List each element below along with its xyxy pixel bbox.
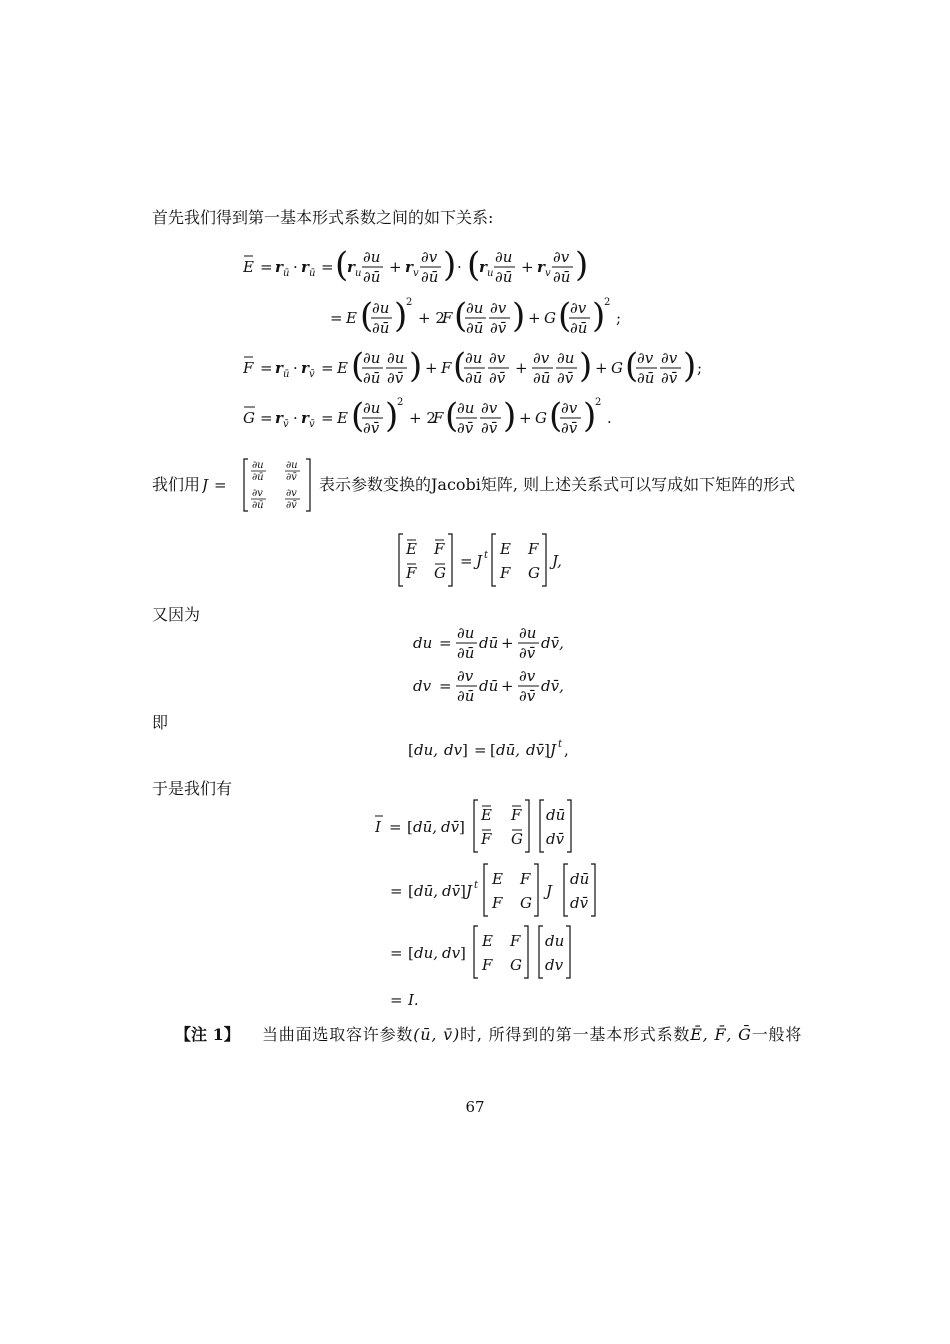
jacobi-matrix — [202, 456, 317, 514]
svg-text:): ) — [575, 245, 589, 285]
svg-text:∂ū: ∂ū — [457, 687, 475, 705]
svg-text:dū: dū — [546, 806, 566, 824]
svg-text:∂v̄: ∂v̄ — [481, 419, 498, 437]
note-text-2: 时, 所得到的第一基本形式系数 — [460, 1025, 691, 1044]
svg-text:t: t — [484, 550, 489, 561]
equation-I2 — [390, 860, 610, 920]
svg-text:du: du — [413, 634, 433, 652]
svg-text:∂u: ∂u — [557, 349, 575, 367]
svg-text:I: I — [375, 818, 381, 836]
svg-text:∂v̄: ∂v̄ — [519, 687, 536, 705]
svg-text:∂ū: ∂ū — [533, 369, 551, 387]
svg-text:∂u: ∂u — [519, 624, 537, 642]
svg-text:r: r — [347, 258, 355, 276]
svg-text:∂ū: ∂ū — [252, 500, 264, 511]
svg-text:∂v̄: ∂v̄ — [490, 319, 507, 337]
svg-text:E: E — [337, 409, 348, 427]
svg-text:∂v: ∂v — [553, 248, 570, 266]
svg-text:=: = — [474, 741, 487, 759]
svg-text:∂u: ∂u — [363, 399, 381, 417]
svg-text:]: ] — [460, 944, 466, 962]
svg-text:G: G — [243, 409, 255, 427]
svg-text:r: r — [301, 258, 309, 276]
svg-text:∂u: ∂u — [465, 349, 483, 367]
svg-text:=: = — [214, 476, 227, 494]
svg-text:[: [ — [490, 741, 496, 759]
svg-text:[: [ — [408, 741, 414, 759]
jacobi-text-after: 表示参数变换的Jacobi矩阵, 则上述关系式可以写成如下矩阵的形式 — [319, 475, 796, 494]
svg-text:r: r — [537, 258, 545, 276]
svg-text:[: [ — [408, 944, 414, 962]
svg-text:dv̄,: dv̄, — [541, 634, 564, 652]
svg-text:E: E — [482, 932, 493, 950]
svg-text:dū: dū — [479, 677, 499, 695]
svg-text:,: , — [564, 741, 569, 759]
svg-text:dv̄,: dv̄, — [541, 677, 564, 695]
svg-text:dv̄: dv̄ — [526, 741, 545, 759]
svg-text:F: F — [528, 540, 539, 558]
svg-text:du,: du, — [414, 944, 439, 962]
svg-text:∂v̄: ∂v̄ — [363, 419, 380, 437]
svg-text:∂ū: ∂ū — [466, 319, 484, 337]
svg-text:F: F — [481, 830, 492, 848]
svg-text:F: F — [441, 359, 452, 377]
svg-text:): ) — [512, 296, 526, 336]
svg-text:∂ū: ∂ū — [465, 369, 483, 387]
svg-text:∂v̄: ∂v̄ — [561, 419, 578, 437]
svg-text:·: · — [293, 409, 298, 427]
svg-text:∂u: ∂u — [252, 460, 264, 471]
svg-text:dv̄: dv̄ — [442, 882, 461, 900]
svg-text:∂u: ∂u — [466, 299, 484, 317]
note-coeffs: Ē, F̄, Ḡ — [690, 1025, 752, 1044]
svg-text:=: = — [260, 258, 273, 276]
svg-text:∂v: ∂v — [561, 399, 578, 417]
svg-text:r: r — [275, 359, 283, 377]
equation-dv — [413, 663, 583, 709]
svg-text:G: G — [528, 564, 540, 582]
svg-text:F: F — [492, 894, 503, 912]
note-params: (ū, v̄) — [413, 1025, 461, 1044]
svg-text:E: E — [481, 806, 492, 824]
svg-text:I.: I. — [408, 991, 419, 1009]
svg-text:G: G — [510, 956, 522, 974]
svg-text:dv̄: dv̄ — [570, 894, 589, 912]
svg-text:;: ; — [697, 359, 703, 377]
svg-text:E: E — [346, 309, 357, 327]
svg-text:E: E — [500, 540, 511, 558]
svg-text:F: F — [482, 956, 493, 974]
svg-text:2: 2 — [397, 397, 404, 408]
svg-text:·: · — [293, 258, 298, 276]
note-text-1: 当曲面选取容许参数 — [262, 1025, 414, 1044]
svg-text:=: = — [390, 882, 403, 900]
svg-text:): ) — [579, 346, 593, 386]
svg-text:r: r — [301, 409, 309, 427]
svg-text:G: G — [611, 359, 623, 377]
svg-text:v̄: v̄ — [283, 419, 289, 430]
svg-text:∂v: ∂v — [533, 349, 550, 367]
because-text: 又因为 — [152, 605, 201, 624]
svg-text:=: = — [439, 634, 452, 652]
equation-du — [413, 620, 583, 666]
svg-text:∂v: ∂v — [286, 488, 297, 499]
svg-text:E: E — [243, 258, 254, 276]
svg-text:E: E — [406, 540, 417, 558]
svg-text:G: G — [544, 309, 556, 327]
svg-text:∂ū: ∂ū — [372, 319, 390, 337]
svg-text:dv: dv — [442, 944, 461, 962]
svg-text:dū,: dū, — [496, 741, 521, 759]
svg-text:dv̄: dv̄ — [441, 818, 460, 836]
svg-text:(: ( — [351, 346, 365, 386]
note-label: 【注 1】 — [175, 1025, 240, 1044]
svg-text:∂v: ∂v — [489, 349, 506, 367]
svg-text:u: u — [487, 268, 494, 279]
svg-text:dū,: dū, — [413, 818, 438, 836]
svg-text:(: ( — [454, 296, 468, 336]
svg-text:G: G — [511, 830, 523, 848]
svg-text:∂v: ∂v — [457, 667, 474, 685]
svg-text:∂u: ∂u — [457, 624, 475, 642]
svg-text:∂v̄: ∂v̄ — [457, 419, 474, 437]
equation-f-bar — [243, 343, 743, 391]
svg-text:]: ] — [460, 882, 466, 900]
svg-text:∂ū: ∂ū — [570, 319, 588, 337]
svg-text:dū,: dū, — [414, 882, 439, 900]
svg-text:(: ( — [625, 346, 639, 386]
svg-text:=: = — [390, 944, 403, 962]
equation-g-bar — [243, 393, 663, 443]
equation-row-vector — [408, 737, 588, 763]
svg-text:G: G — [520, 894, 532, 912]
svg-text:∂v: ∂v — [637, 349, 654, 367]
svg-text:∂u: ∂u — [286, 460, 298, 471]
svg-text:∂v: ∂v — [570, 299, 587, 317]
svg-text:J: J — [202, 476, 209, 494]
matrix-relation-equation — [398, 530, 598, 590]
svg-text:2: 2 — [604, 297, 611, 308]
svg-text:=: = — [460, 552, 473, 570]
svg-text:(: ( — [335, 245, 349, 285]
svg-text:): ) — [592, 296, 606, 336]
equation-I1 — [375, 796, 585, 856]
svg-text:F: F — [243, 359, 254, 377]
svg-text:=: = — [260, 359, 273, 377]
svg-text:F: F — [442, 309, 453, 327]
svg-text:J: J — [546, 882, 553, 900]
note-text-3: 一般将 — [751, 1025, 803, 1044]
svg-text:+: + — [595, 359, 608, 377]
svg-text:∂u: ∂u — [363, 248, 381, 266]
svg-text:=: = — [390, 991, 403, 1009]
svg-text:): ) — [385, 396, 399, 436]
svg-text:=: = — [321, 409, 334, 427]
svg-text:=: = — [260, 409, 273, 427]
svg-text:dv: dv — [444, 741, 463, 759]
svg-text:∂v: ∂v — [481, 399, 498, 417]
svg-text:∂v̄: ∂v̄ — [286, 500, 297, 511]
svg-text:+: + — [501, 677, 514, 695]
svg-text:(: ( — [445, 396, 459, 436]
svg-text:E: E — [337, 359, 348, 377]
svg-text:∂v̄: ∂v̄ — [387, 369, 404, 387]
svg-text:=: = — [389, 818, 402, 836]
svg-text:∂v̄: ∂v̄ — [557, 369, 574, 387]
svg-text:v: v — [413, 268, 419, 279]
svg-text:): ) — [503, 396, 517, 436]
svg-text:∂u: ∂u — [387, 349, 405, 367]
svg-text:r: r — [275, 258, 283, 276]
svg-text:;: ; — [616, 309, 622, 327]
svg-text:v̄: v̄ — [309, 369, 315, 380]
svg-text:∂ū: ∂ū — [637, 369, 655, 387]
svg-text:∂ū: ∂ū — [495, 268, 513, 286]
svg-text:E: E — [492, 870, 503, 888]
svg-text:∂ū: ∂ū — [252, 472, 264, 483]
svg-text:∂u: ∂u — [372, 299, 390, 317]
svg-text:v: v — [545, 268, 551, 279]
so-text: 于是我们有 — [152, 779, 233, 798]
svg-text:+ 2: + 2 — [418, 309, 445, 327]
svg-text:(: ( — [467, 245, 481, 285]
svg-text:∂ū: ∂ū — [363, 268, 381, 286]
svg-text:∂v̄: ∂v̄ — [489, 369, 506, 387]
svg-text:v̄: v̄ — [309, 419, 315, 430]
svg-text:dv: dv — [413, 677, 432, 695]
svg-text:ū: ū — [283, 268, 290, 279]
equation-e-bar-expanded — [330, 293, 660, 341]
equation-I3 — [390, 922, 590, 982]
svg-text:]: ] — [544, 741, 550, 759]
svg-text:du,: du, — [414, 741, 439, 759]
svg-text:): ) — [583, 396, 597, 436]
svg-text:G: G — [535, 409, 547, 427]
intro-paragraph: 首先我们得到第一基本形式系数之间的如下关系: — [152, 208, 494, 227]
svg-text:∂v: ∂v — [252, 488, 263, 499]
svg-text:): ) — [409, 346, 423, 386]
svg-text:F: F — [406, 564, 417, 582]
svg-text:∂v̄: ∂v̄ — [286, 472, 297, 483]
svg-text:(: ( — [351, 396, 365, 436]
svg-text:(: ( — [360, 296, 374, 336]
svg-text:=: = — [321, 258, 334, 276]
note-paragraph — [262, 1024, 802, 1046]
svg-text:(: ( — [453, 346, 467, 386]
svg-text:·: · — [293, 359, 298, 377]
svg-text:t: t — [558, 739, 563, 750]
svg-text:F: F — [520, 870, 531, 888]
svg-text:+: + — [501, 634, 514, 652]
svg-text:dv: dv — [545, 956, 564, 974]
svg-text:+: + — [519, 409, 532, 427]
svg-text:+: + — [389, 258, 402, 276]
svg-text:∂ū: ∂ū — [553, 268, 571, 286]
svg-text:∂v: ∂v — [519, 667, 536, 685]
svg-text:): ) — [394, 296, 408, 336]
svg-text:2: 2 — [406, 297, 413, 308]
svg-text:r: r — [301, 359, 309, 377]
svg-text:∂v: ∂v — [490, 299, 507, 317]
svg-text:du: du — [545, 932, 565, 950]
svg-text:·: · — [457, 258, 462, 276]
svg-text:dū: dū — [479, 634, 499, 652]
svg-text:J: J — [476, 552, 483, 570]
svg-text:): ) — [683, 346, 697, 386]
svg-text:=: = — [439, 677, 452, 695]
svg-text:(: ( — [549, 396, 563, 436]
svg-text:t: t — [474, 880, 479, 891]
svg-text:r: r — [405, 258, 413, 276]
svg-text:∂u: ∂u — [495, 248, 513, 266]
svg-text:∂ū: ∂ū — [421, 268, 439, 286]
svg-text:u: u — [355, 268, 362, 279]
svg-text:.: . — [607, 409, 612, 427]
ie-text: 即 — [152, 713, 169, 732]
svg-text:F: F — [510, 932, 521, 950]
svg-text:ū: ū — [283, 369, 290, 380]
svg-text:ū: ū — [309, 268, 316, 279]
page-number: 67 — [465, 1098, 485, 1116]
svg-text:2: 2 — [595, 397, 602, 408]
svg-text:dv̄: dv̄ — [546, 830, 565, 848]
svg-text:=: = — [321, 359, 334, 377]
svg-text:G: G — [434, 564, 446, 582]
svg-text:=: = — [330, 309, 343, 327]
svg-text:J,: J, — [552, 552, 562, 570]
svg-text:J: J — [550, 741, 557, 759]
svg-text:∂v: ∂v — [661, 349, 678, 367]
svg-text:F: F — [433, 409, 444, 427]
svg-text:∂v̄: ∂v̄ — [519, 644, 536, 662]
svg-text:+: + — [425, 359, 438, 377]
svg-text:F: F — [434, 540, 445, 558]
svg-text:(: ( — [558, 296, 572, 336]
svg-text:∂ū: ∂ū — [457, 644, 475, 662]
svg-text:∂u: ∂u — [457, 399, 475, 417]
svg-text:+: + — [521, 258, 534, 276]
svg-text:+ 2: + 2 — [409, 409, 436, 427]
svg-text:r: r — [275, 409, 283, 427]
svg-text:[: [ — [408, 882, 414, 900]
equation-e-bar — [243, 242, 633, 290]
jacobi-text-before: 我们用 — [152, 475, 201, 494]
svg-text:+: + — [528, 309, 541, 327]
svg-text:]: ] — [459, 818, 465, 836]
svg-text:∂v: ∂v — [421, 248, 438, 266]
svg-text:r: r — [479, 258, 487, 276]
svg-text:F: F — [500, 564, 511, 582]
svg-text:+: + — [515, 359, 528, 377]
svg-text:∂v̄: ∂v̄ — [661, 369, 678, 387]
svg-text:]: ] — [462, 741, 468, 759]
svg-text:): ) — [443, 245, 457, 285]
svg-text:F: F — [511, 806, 522, 824]
svg-text:J: J — [466, 882, 473, 900]
svg-text:dū: dū — [570, 870, 590, 888]
svg-text:[: [ — [407, 818, 413, 836]
svg-text:∂ū: ∂ū — [363, 369, 381, 387]
equation-I4 — [390, 988, 450, 1012]
svg-text:∂u: ∂u — [363, 349, 381, 367]
